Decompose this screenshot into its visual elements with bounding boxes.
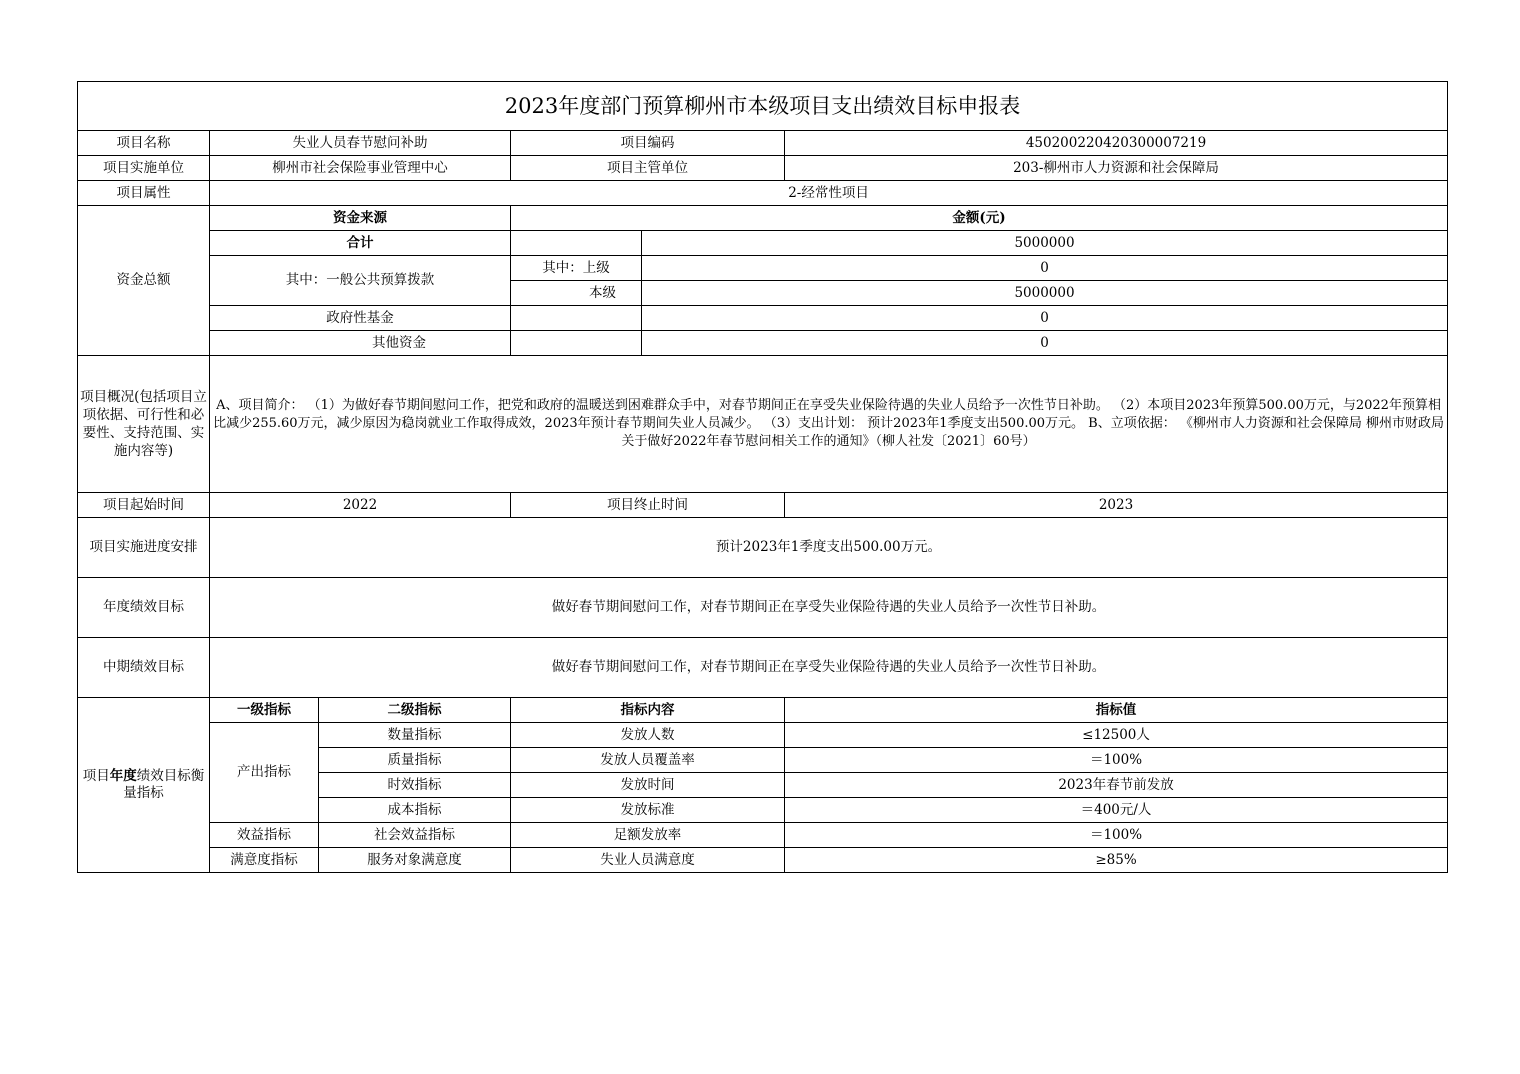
impl-unit-label: 项目实施单位 [78,156,210,181]
impl-unit-value: 柳州市社会保险事业管理中心 [210,156,511,181]
page-title: 2023年度部门预算柳州市本级项目支出绩效目标申报表 [78,82,1448,131]
funds-amount-header: 金额(元) [511,206,1448,231]
end-value: 2023 [785,493,1448,518]
indicator-l2: 成本指标 [319,798,511,823]
funds-general-label: 其中：一般公共预算拨款 [210,256,511,306]
indicator-benefit: 效益指标 [210,823,319,848]
indicator-value: ＝400元/人 [785,798,1448,823]
indicators-label [78,698,210,873]
indicator-content: 发放时间 [511,773,785,798]
indicators-label-pre: 项目 [82,768,110,784]
indicator-l2: 数量指标 [319,723,511,748]
indicator-content: 发放人员覆盖率 [511,748,785,773]
overview-label: 项目概况(包括项目立项依据、可行性和必要性、支持范围、实施内容等) [78,356,210,493]
indicator-l2: 服务对象满意度 [319,848,511,873]
start-value: 2022 [210,493,511,518]
project-code-value: 450200220420300007219 [785,131,1448,156]
funds-total-blank [511,231,642,256]
indicator-l2: 质量指标 [319,748,511,773]
progress-label: 项目实施进度安排 [78,518,210,578]
indicators-header-value: 指标值 [785,698,1448,723]
indicator-output: 产出指标 [210,723,319,823]
start-label: 项目起始时间 [78,493,210,518]
indicators-header-l2: 二级指标 [319,698,511,723]
annual-goal-label: 年度绩效目标 [78,578,210,638]
funds-upper-value: 0 [642,256,1448,281]
funds-other-blank [511,331,642,356]
project-name-label: 项目名称 [78,131,210,156]
funds-label: 资金总额 [78,206,210,356]
indicators-label-post: 绩效目标衡量指标 [123,768,205,801]
attribute-value: 2-经常性项目 [210,181,1448,206]
indicator-l2: 时效指标 [319,773,511,798]
funds-other-label: 其他资金 [210,331,511,356]
indicator-content: 发放标准 [511,798,785,823]
funds-total-value: 5000000 [642,231,1448,256]
mid-goal-label: 中期绩效目标 [78,638,210,698]
funds-local-label: 本级 [511,281,642,306]
progress-value: 预计2023年1季度支出500.00万元。 [210,518,1448,578]
indicator-value: ＝100% [785,823,1448,848]
overview-text: A、项目简介： （1）为做好春节期间慰问工作，把党和政府的温暖送到困难群众手中，对春节期间正在享受失业保险待遇的失业人员给予一次性节日补助。 （2）本项目2023年预算500.00万元，与2022年预算相比减少255.60万元，减少原因为稳岗就业工作取得成效，2023年预计春节期间失业人员减少。 （3）支出计划： 预计2023年1季度支出500.00万元。 B、立项依据： 《柳州市人力资源和社会保障局 柳州市财政局关于做好2022年春节慰问相关工作的通知》（柳人社发〔2021〕60号） [210,356,1448,493]
project-code-label: 项目编码 [511,131,785,156]
indicators-header-l1: 一级指标 [210,698,319,723]
funds-gov-value: 0 [642,306,1448,331]
funds-local-value: 5000000 [642,281,1448,306]
indicator-value: ＝100% [785,748,1448,773]
indicator-value: 2023年春节前发放 [785,773,1448,798]
funds-other-value: 0 [642,331,1448,356]
funds-gov-label: 政府性基金 [210,306,511,331]
performance-target-table [77,81,1448,873]
indicator-value: ≥85% [785,848,1448,873]
funds-upper-label: 其中：上级 [511,256,642,281]
indicator-value: ≤12500人 [785,723,1448,748]
indicator-l2: 社会效益指标 [319,823,511,848]
supervisor-value: 203-柳州市人力资源和社会保障局 [785,156,1448,181]
supervisor-label: 项目主管单位 [511,156,785,181]
indicator-satisfaction: 满意度指标 [210,848,319,873]
indicator-content: 失业人员满意度 [511,848,785,873]
indicators-label-bold: 年度 [109,768,137,784]
indicators-header-content: 指标内容 [511,698,785,723]
mid-goal-value: 做好春节期间慰问工作，对春节期间正在享受失业保险待遇的失业人员给予一次性节日补助。 [210,638,1448,698]
funds-source-header: 资金来源 [210,206,511,231]
funds-total-label: 合计 [210,231,511,256]
attribute-label: 项目属性 [78,181,210,206]
indicator-content: 发放人数 [511,723,785,748]
end-label: 项目终止时间 [511,493,785,518]
indicator-content: 足额发放率 [511,823,785,848]
annual-goal-value: 做好春节期间慰问工作，对春节期间正在享受失业保险待遇的失业人员给予一次性节日补助。 [210,578,1448,638]
funds-gov-blank [511,306,642,331]
project-name-value: 失业人员春节慰问补助 [210,131,511,156]
